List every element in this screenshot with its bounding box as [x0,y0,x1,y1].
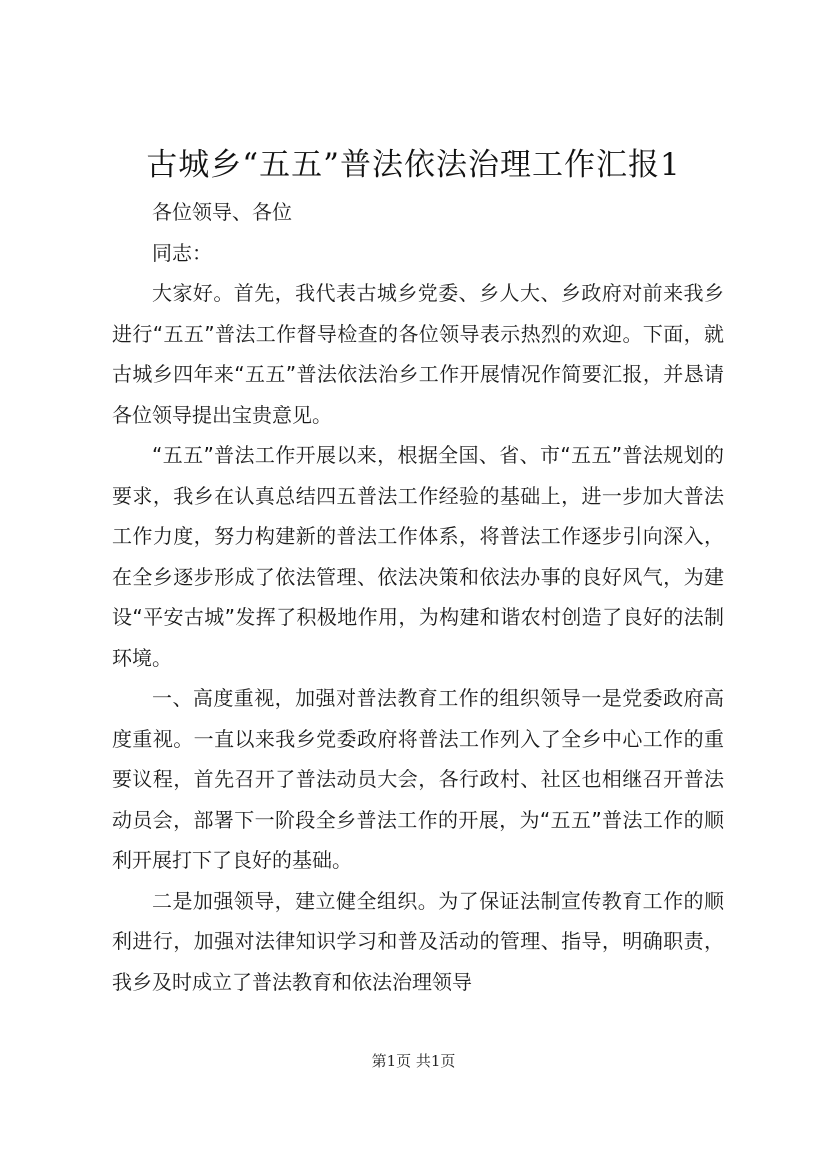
document-body [112,192,724,1002]
paragraph-greeting: 大家好。首先，我代表古城乡党委、乡人大、乡政府对前来我乡进行“五五”普法工作督导检查的各位领导表示热烈的欢迎。下面，就古城乡四年来“五五”普法依法治乡工作开展情况作简要汇报，并恳请各位领导提出宝贵意见。 [112,281,724,427]
paragraph-section-1: 一、高度重视，加强对普法教育工作的组织领导一是党委政府高度重视。一直以来我乡党委政府将普法工作列入了全乡中心工作的重要议程，首先召开了普法动员大会，各行政村、社区也相继召开普法动员会，部署下一阶段全乡普法工作的开展，为“五五”普法工作的顺利开展打下了良好的基础。 [112,686,724,872]
salutation-line-1: 各位领导、各位 [152,200,292,224]
paragraph-section-2: 二是加强领导，建立健全组织。为了保证法制宣传教育工作的顺利进行，加强对法律知识学习和普及活动的管理、指导，明确职责，我乡及时成立了普法教育和依法治理领导 [112,888,724,994]
page-footer: 第1页 共1页 [371,1052,456,1070]
paragraph-overview: “五五”普法工作开展以来，根据全国、省、市“五五”普法规划的要求，我乡在认真总结四五普法工作经验的基础上，进一步加大普法工作力度，努力构建新的普法工作体系，将普法工作逐步引向深入，在全乡逐步形成了依法管理、依法决策和依法办事的良好风气，为建设“平安古城”发挥了积极地作用，为构建和谐农村创造了良好的法制环境。 [112,443,724,670]
salutation-line-2: 同志： [152,240,212,265]
document-title: 古城乡“五五”普法依法治理工作汇报1 [146,147,681,183]
